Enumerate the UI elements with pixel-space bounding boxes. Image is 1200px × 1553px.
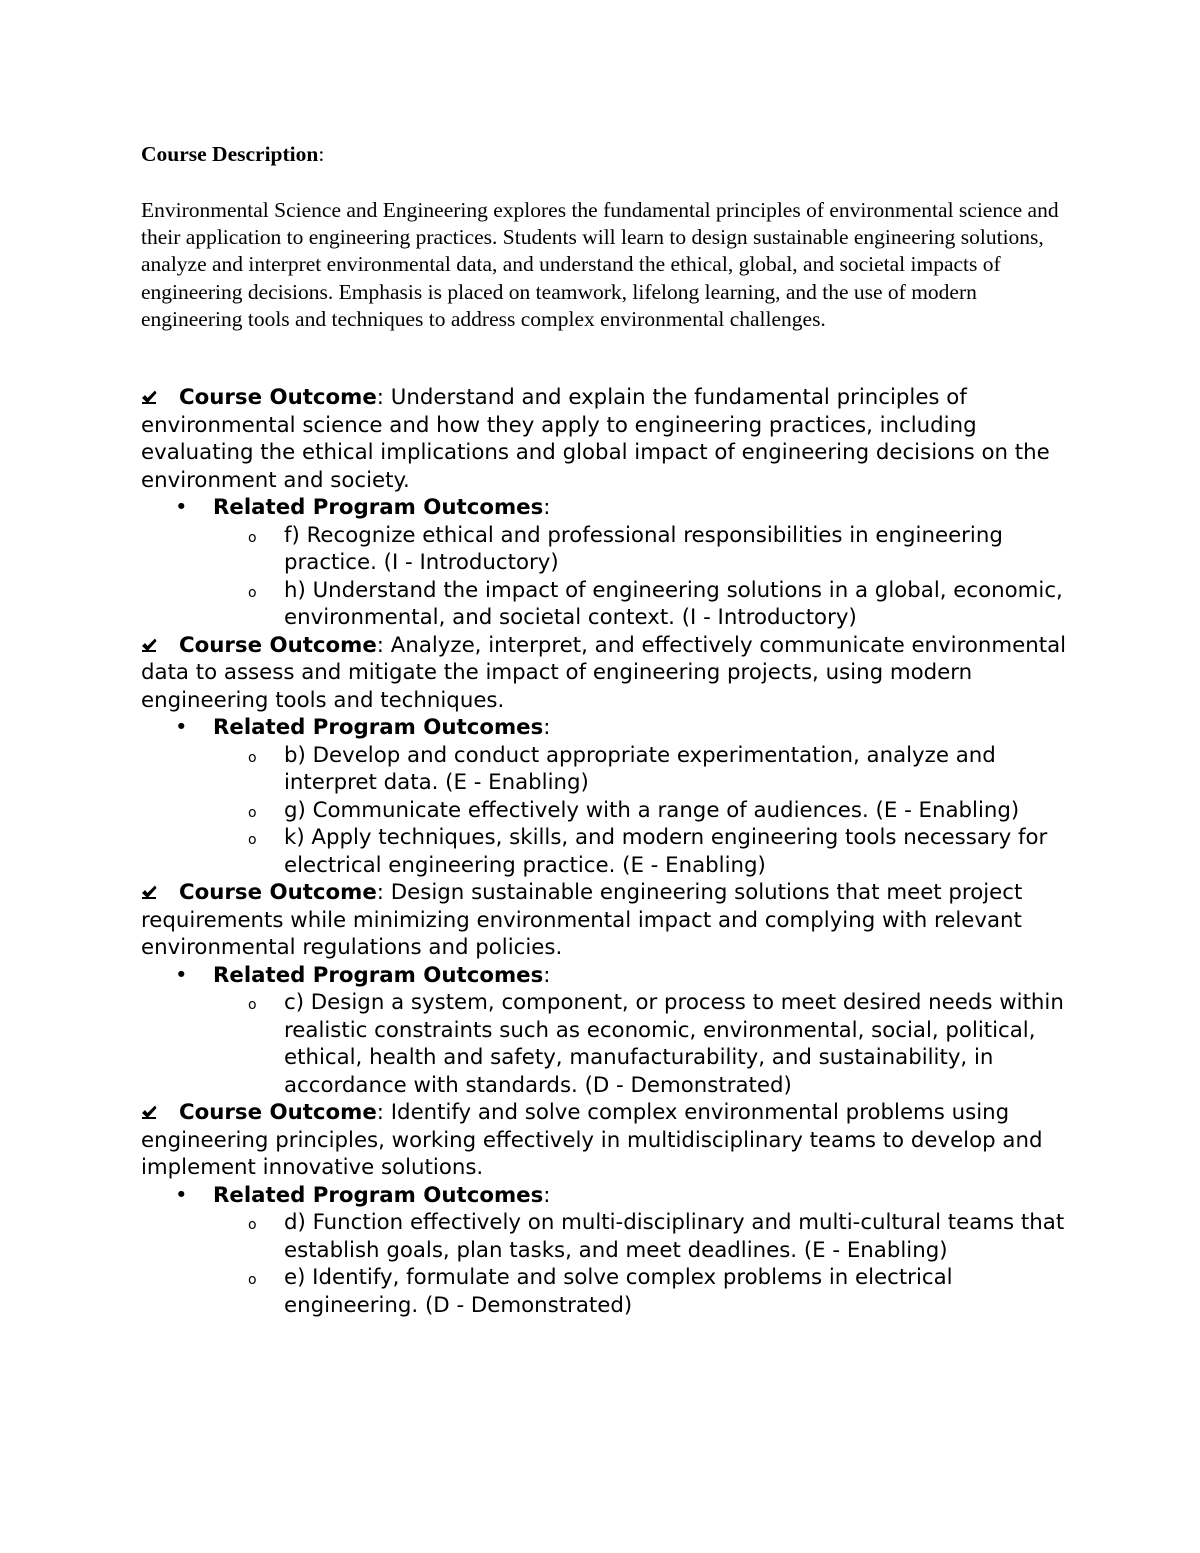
course-outcome xyxy=(141,879,1086,962)
circle-bullet-icon: o xyxy=(248,832,257,848)
course-outcome xyxy=(141,632,1086,715)
course-outcome-label: Course Outcome xyxy=(179,385,377,410)
circle-bullet-icon: o xyxy=(248,997,257,1013)
description-heading-colon: : xyxy=(318,142,325,166)
related-program-outcomes-colon: : xyxy=(543,962,551,988)
course-outcome-colon: : xyxy=(376,1100,384,1125)
program-outcome-item xyxy=(141,989,1086,1099)
check-mark-icon xyxy=(141,1104,157,1120)
circle-bullet-icon: o xyxy=(248,529,257,546)
related-program-outcomes-colon: : xyxy=(543,495,551,520)
program-outcome-text: d) Function effectively on multi-disciplinary and multi-cultural teams that establish goals, plan tasks, and meet deadlines. (E - Enabling) xyxy=(284,1210,1065,1263)
related-program-outcomes-heading xyxy=(141,962,1086,990)
bullet-icon: • xyxy=(175,715,188,740)
circle-bullet-icon: o xyxy=(248,1272,257,1288)
course-outcomes-list xyxy=(141,384,1086,1319)
program-outcome-text: e) Identify, formulate and solve complex problems in electrical engineering. (D - Demonstrated) xyxy=(284,1265,953,1318)
course-outcome-text: Design sustainable engineering solutions that meet project requirements while minimizing environmental impact and complying with relevant environmental regulations and policies. xyxy=(141,880,1023,960)
check-mark-icon xyxy=(141,637,157,653)
bullet-icon: • xyxy=(175,962,188,988)
program-outcome-item xyxy=(141,797,1086,825)
related-program-outcomes-label: Related Program Outcomes xyxy=(213,495,544,520)
program-outcome-text: h) Understand the impact of engineering solutions in a global, economic, environmental, and societal context. (I - Introductory) xyxy=(284,577,1063,630)
program-outcome-item xyxy=(141,577,1086,632)
course-outcome-label: Course Outcome xyxy=(179,880,377,905)
program-outcome-text: c) Design a system, component, or process to meet desired needs within realistic constraints such as economic, environmental, social, political, ethical, health and safety, manufacturability, and sustainability, in accordance with standards. (D - Demonstrated) xyxy=(284,990,1064,1098)
circle-bullet-icon: o xyxy=(248,1217,257,1233)
check-mark-icon xyxy=(141,389,157,405)
program-outcome-item xyxy=(141,824,1086,879)
course-outcome-colon: : xyxy=(376,632,384,658)
circle-bullet-icon: o xyxy=(248,584,257,601)
related-program-outcomes-colon: : xyxy=(543,1182,551,1208)
program-outcome-text: b) Develop and conduct appropriate experimentation, analyze and interpret data. (E - Enabling) xyxy=(284,742,996,795)
course-outcome-text: Understand and explain the fundamental principles of environmental science and how they apply to engineering practices, including evaluating the ethical implications and global impact of engineering decisions on the environment and society. xyxy=(141,385,1050,493)
related-program-outcomes-colon: : xyxy=(543,715,551,740)
related-program-outcomes-heading xyxy=(141,494,1086,522)
course-outcome-text: Analyze, interpret, and effectively communicate environmental data to assess and mitigate the impact of engineering projects, using modern engineering tools and techniques. xyxy=(141,632,1067,713)
related-program-outcomes-heading xyxy=(141,714,1086,742)
program-outcome-text: g) Communicate effectively with a range of audiences. (E - Enabling) xyxy=(284,797,1020,823)
related-program-outcomes-label: Related Program Outcomes xyxy=(213,1182,544,1208)
bullet-icon: • xyxy=(175,1182,188,1208)
course-outcome-label: Course Outcome xyxy=(179,632,377,658)
related-program-outcomes-label: Related Program Outcomes xyxy=(213,715,544,740)
course-outcome-colon: : xyxy=(376,880,384,905)
related-program-outcomes-heading xyxy=(141,1182,1086,1210)
course-outcome xyxy=(141,384,1086,494)
bullet-icon: • xyxy=(175,495,188,520)
course-outcome-text: Identify and solve complex environmental problems using engineering principles, working effectively in multidisciplinary teams to develop and implement innovative solutions. xyxy=(141,1100,1043,1180)
program-outcome-item xyxy=(141,1209,1086,1264)
course-outcome-label: Course Outcome xyxy=(179,1100,377,1125)
description-heading xyxy=(141,141,1081,168)
program-outcome-item xyxy=(141,742,1086,797)
program-outcome-item xyxy=(141,1264,1086,1319)
program-outcome-text: f) Recognize ethical and professional responsibilities in engineering practice. (I - Introductory) xyxy=(284,522,1003,575)
program-outcome-text: k) Apply techniques, skills, and modern engineering tools necessary for electrical engineering practice. (E - Enabling) xyxy=(284,825,1048,878)
check-mark-icon xyxy=(141,884,157,900)
program-outcome-item xyxy=(141,522,1086,577)
course-outcome xyxy=(141,1099,1086,1182)
description-body: Environmental Science and Engineering explores the fundamental principles of environmental science and their application to engineering practices. Students will learn to design sustainable engineering solutions, analyze and interpret environmental data, and understand the ethical, global, and societal impacts of engineering decisions. Emphasis is placed on teamwork, lifelong learning, and the use of modern engineering tools and techniques to address complex environmental challenges. xyxy=(141,198,1059,331)
course-outcome-colon: : xyxy=(376,385,384,410)
related-program-outcomes-label: Related Program Outcomes xyxy=(213,962,544,988)
description-heading-label: Course Description xyxy=(141,142,319,166)
circle-bullet-icon: o xyxy=(248,804,257,821)
circle-bullet-icon: o xyxy=(248,749,257,766)
